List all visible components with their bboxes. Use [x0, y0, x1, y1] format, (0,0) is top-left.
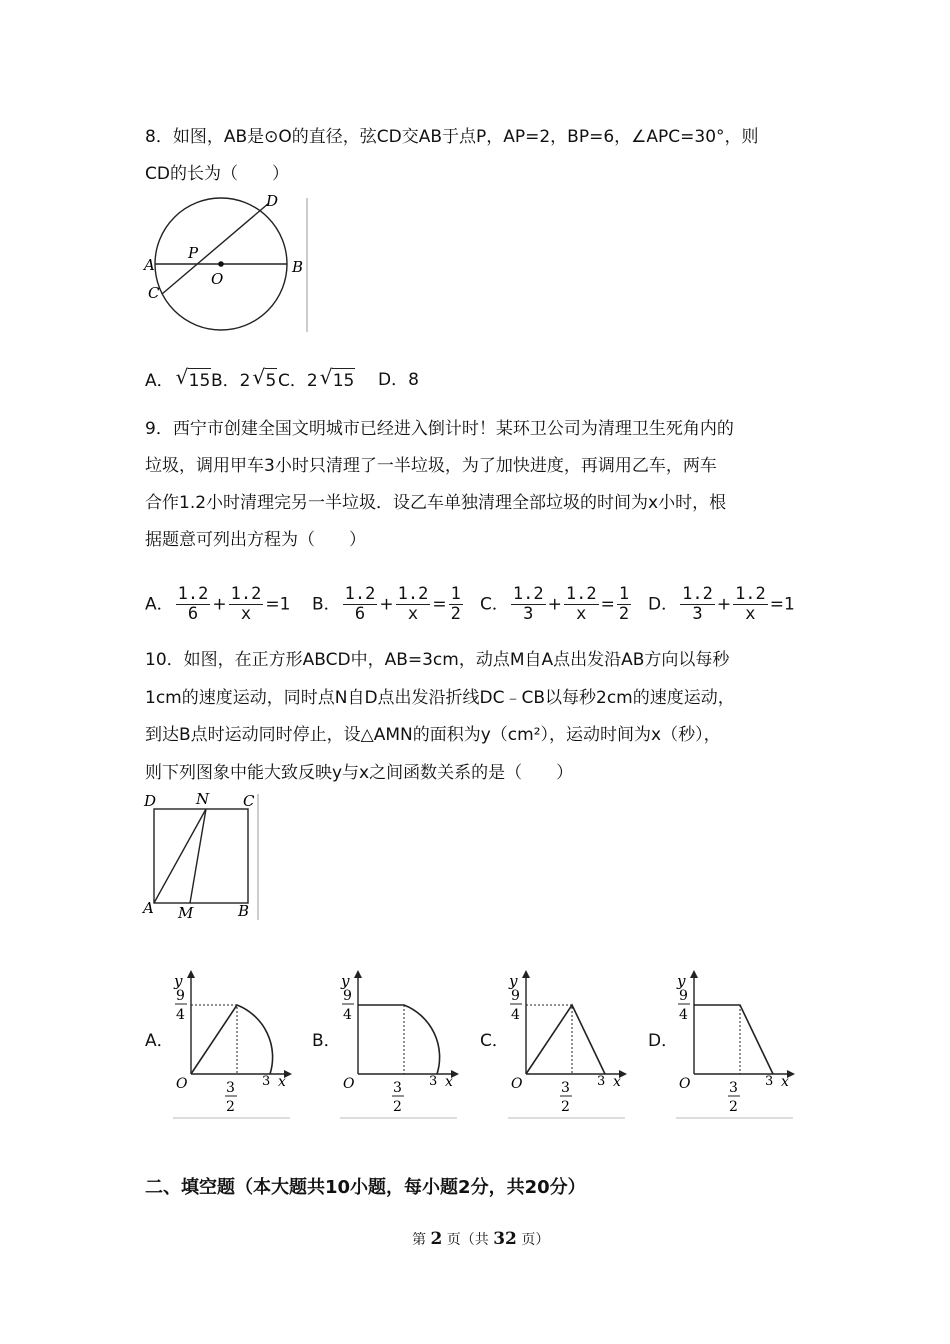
label-c: C	[243, 792, 255, 810]
svg-text:4: 4	[511, 1007, 520, 1023]
q10-option-a[interactable]: A．	[145, 1031, 174, 1051]
svg-text:3: 3	[393, 1080, 402, 1096]
q9-line1: 9．西宁市创建全国文明城市已经进入倒计时！某环卫公司为清理卫生死角内的	[145, 419, 734, 439]
label-b: B	[238, 902, 250, 920]
svg-text:y: y	[509, 972, 518, 990]
label-d: D	[266, 192, 279, 210]
svg-text:3: 3	[262, 1074, 271, 1089]
graph-a-curve	[191, 1005, 273, 1074]
option-letter: C．	[480, 594, 509, 615]
q9-option-a[interactable]: A． $\frac{1.2}{6}$ + $\frac{1.2}{x}$ =1	[145, 584, 291, 624]
q9-option-d[interactable]: D． $\frac{1.2}{3}$ + $\frac{1.2}{x}$ =1	[648, 584, 795, 624]
svg-text:2: 2	[729, 1099, 738, 1115]
svg-text:9: 9	[176, 988, 185, 1004]
q10-line4: 则下列图象中能大致反映y与x之间函数关系的是（ ）	[145, 763, 574, 783]
svg-text:9: 9	[679, 988, 688, 1004]
q8-line2: CD的长为（ ）	[145, 164, 289, 184]
svg-text:3: 3	[597, 1074, 606, 1089]
q8-option-b[interactable]: B．2 √ 5	[211, 365, 277, 391]
fraction: $\frac{1}{2}$	[450, 584, 461, 624]
sqrt-expression: √ 15	[175, 365, 211, 391]
q10-square-figure	[140, 790, 265, 925]
section-title: 二、填空题（本大题共10小题，每小题2分，共20分）	[145, 1177, 586, 1198]
svg-text:x: x	[445, 1074, 453, 1090]
q9-option-c[interactable]: C． $\frac{1.2}{3}$ + $\frac{1.2}{x}$ = $\frac{1}{2}$	[480, 584, 630, 624]
svg-text:O: O	[176, 1076, 188, 1092]
q10-line3: 到达B点时运动同时停止，设△AMN的面积为y（cm²），运动时间为x（秒），	[145, 725, 721, 745]
fraction: $\frac{1.2}{3}$	[512, 584, 544, 624]
svg-text:x: x	[613, 1074, 621, 1090]
svg-text:4: 4	[679, 1007, 688, 1023]
q9-line3: 合作1.2小时清理完另一半垃圾．设乙车单独清理全部垃圾的时间为x小时，根	[145, 493, 727, 513]
q10-option-d[interactable]: D．	[648, 1031, 679, 1051]
graph-c-svg	[503, 968, 633, 1120]
option-letter: D．	[648, 594, 679, 615]
svg-text:O: O	[343, 1076, 355, 1092]
graph-b-svg	[335, 968, 465, 1120]
svg-text:2: 2	[226, 1099, 235, 1115]
svg-text:O: O	[511, 1076, 523, 1092]
option-letter: C．	[278, 371, 307, 391]
svg-text:y: y	[677, 972, 686, 990]
label-n: N	[196, 790, 210, 808]
fraction: $\frac{1.2}{x}$	[230, 584, 262, 624]
square-abcd	[154, 809, 248, 903]
label-b: B	[292, 258, 304, 276]
fraction: $\frac{1.2}{3}$	[682, 584, 713, 624]
center-point	[218, 261, 224, 267]
svg-text:2: 2	[393, 1099, 402, 1115]
svg-text:4: 4	[176, 1007, 185, 1023]
option-letter: A．	[145, 594, 174, 615]
svg-text:O: O	[679, 1076, 691, 1092]
label-a: A	[143, 899, 154, 917]
fraction: $\frac{1.2}{x}$	[397, 584, 429, 624]
svg-text:3: 3	[765, 1074, 774, 1089]
graph-d-svg	[671, 968, 801, 1120]
q9-line4: 据题意可列出方程为（ ）	[145, 530, 366, 550]
svg-text:3: 3	[429, 1074, 438, 1089]
q8-line1: 8．如图，AB是⊙O的直径，弦CD交AB于点P，AP=2，BP=6，∠APC=30°，则	[145, 127, 759, 147]
svg-text:3: 3	[226, 1080, 235, 1096]
q10-option-b[interactable]: B．	[312, 1031, 341, 1051]
q8-option-a[interactable]	[145, 365, 211, 393]
q10-graph-c	[503, 968, 633, 1124]
q10-graph-b	[335, 968, 465, 1124]
q10-graph-a	[168, 968, 298, 1124]
q10-line2: 1cm的速度运动，同时点N自D点出发沿折线DC﹣CB以每秒2cm的速度运动，	[145, 688, 735, 708]
fraction: $\frac{1.2}{6}$	[344, 584, 376, 624]
graph-d-curve	[694, 1005, 773, 1074]
svg-text:x: x	[781, 1074, 789, 1090]
fraction: $\frac{1.2}{6}$	[177, 584, 209, 624]
q8-option-c[interactable]: C．2 √ 15	[278, 365, 355, 391]
svg-text:2: 2	[561, 1099, 570, 1115]
option-letter: A．	[145, 371, 174, 391]
svg-text:3: 3	[729, 1080, 738, 1096]
label-o: O	[211, 270, 224, 288]
graph-c-curve	[526, 1005, 605, 1074]
option-letter: B．	[211, 371, 240, 391]
label-a: A	[144, 256, 155, 274]
svg-text:9: 9	[511, 988, 520, 1004]
q8-option-d[interactable]: D．8	[378, 370, 419, 390]
graph-a-svg	[168, 968, 298, 1120]
sqrt-expression: √ 15	[319, 365, 355, 391]
label-p: P	[188, 244, 199, 262]
svg-text:9: 9	[343, 988, 352, 1004]
q10-line1: 10．如图，在正方形ABCD中，AB=3cm，动点M自A点出发沿AB方向以每秒	[145, 650, 730, 670]
page-footer: 第 2 页（共 32 页）	[412, 1229, 550, 1249]
fraction: $\frac{1}{2}$	[618, 584, 630, 624]
label-c: C	[148, 284, 160, 302]
q8-circle-figure	[140, 190, 315, 340]
label-m: M	[178, 904, 194, 922]
q10-graph-d	[671, 968, 801, 1124]
sqrt-expression: √ 5	[252, 365, 277, 391]
q10-option-c[interactable]: C．	[480, 1031, 509, 1051]
fraction: $\frac{1.2}{x}$	[565, 584, 597, 624]
fraction: $\frac{1.2}{x}$	[735, 584, 766, 624]
label-d: D	[144, 792, 157, 810]
svg-text:x: x	[278, 1074, 286, 1090]
option-letter: B．	[312, 594, 341, 615]
q9-line2: 垃圾，调用甲车3小时只清理了一半垃圾，为了加快进度，再调用乙车，两车	[145, 456, 717, 476]
option-letter: D．	[378, 370, 409, 390]
graph-b-curve	[358, 1005, 440, 1074]
svg-text:y: y	[174, 972, 183, 990]
svg-text:4: 4	[343, 1007, 352, 1023]
q9-option-b[interactable]: B． $\frac{1.2}{6}$ + $\frac{1.2}{x}$ = $\frac{1}{2}$	[312, 584, 461, 624]
svg-text:y: y	[341, 972, 350, 990]
svg-text:3: 3	[561, 1080, 570, 1096]
